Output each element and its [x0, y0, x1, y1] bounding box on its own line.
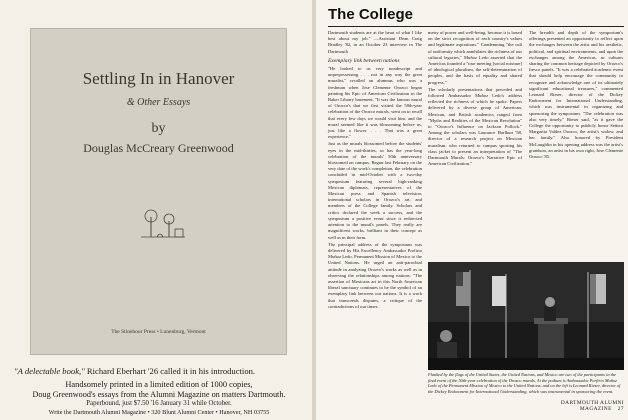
event-photo-art — [428, 262, 624, 370]
photo-caption: Flanked by the flags of the United States, the United Nations, and Mexico are two of the participants in the final event of the 50th-year celebration of the Orozco murals. At the podium is Ambassador Porfirio Muñoz Ledo of the Permanent Mission of Mexico to the United Nations, and on the left is Leonard Rieser, director of the Dickey Endowment for International Understanding, which was instrumental in sponsoring the event. — [428, 372, 621, 394]
article-paragraph: metry of power and well-being, because it is based on the strict recognition of each country's values and legitimate aspirations." Condemning "the cult of uniformity which annihilates the richness of our cultural legacies," Muñoz Ledo asserted that the Americas founded a "true meeting [social mixture] of ideological pluralism, the self-determination of peoples, and the basis of equality and shared progress." — [428, 30, 522, 85]
title-rule — [328, 26, 624, 27]
page-number: 27 — [617, 406, 624, 412]
book-by: by — [151, 121, 166, 136]
article-paragraph: The scholarly presentations that preceded and followed Ambassador Muñoz Ledo's address reflected the richness of which he spoke. Papers delivered by a diverse group of American, Mexican, and British academics ranged from "Myths and Realities of the Mexican Revolution" to "Orozco's Influence on Jackson Pollock." Among the scholars was Laurance Hurlburt '58, director of a research project on Mexican muralism, who returned to campus sporting his class jacket to present an interpretation of "The Dartmouth Murals: Orozco's Narrative Epic of American Civilization." — [428, 86, 522, 167]
article-column-1 — [328, 30, 422, 311]
quote-text: "A delectable book," — [14, 366, 85, 376]
ad-line-2: Doug Greenwood's essays from the Alumni Magazine on matters Dartmouth. — [32, 390, 286, 399]
article-paragraph: Dartmouth students are at the heart of what I like best about my job." —Assistant Dean Craig Bradley '82, in an October 23 interview in The Dartmouth — [328, 30, 422, 54]
left-page — [0, 0, 312, 420]
book-quote — [14, 366, 304, 376]
right-page — [316, 0, 628, 420]
article-paragraph: Just as the murals blossomed before the students' eyes in the mid-thirties, so has the year-long celebration of the murals' 50th anniversary blossomed on campus. Begun last February on the very date of the work's completion, the celebration concluded in mid-October with a two-day symposium featuring several high-ranking Mexican diplomats, representatives of the Mexican press and Spanish television, international scholars in Orozco's art, and members of the College family. Scholars and critics declared the week a success, and the symposium a positive event since it redirected attention to the mural's panels. They really are magnificent works, brilliant in their concept as well as in their form. — [328, 141, 422, 240]
article-paragraph: "He looked to us very nondescript and unprepossessing . . . not in any way the great muralist," recalled an alumnus who was a freshman when Jose Clemente Orozco began painting his Epic of American Civilization in the Baker Library basement. "It was the famous mural of Orozco's that we first visited the 50th-year celebration of the Orozco murals, went on to recall that every few days we would visit him, and the mural seemed like it was blossoming before us, just like a flower. . . . That was a great experience." — [328, 66, 422, 140]
section-title: The College — [328, 6, 414, 23]
book-cover — [30, 28, 287, 355]
event-photo — [428, 262, 624, 370]
cover-illustration — [139, 207, 187, 241]
article-paragraph: The principal address of the symposium was delivered by His Excellency Ambassador Porfirio Muñoz Ledo, Permanent Mission of Mexico to the United Nations. He urged an anti-parochial attitude in analyzing Orozco's works as well as in observing the relationships among nations: "The assertion of Mexicans art in this North American liberal sanctuary continues to be the symbol of an exemplary link between our nations. It is a work that transcends disputes, a critique of the contradictions of our times. — [328, 241, 422, 309]
ad-line-4: Write the Dartmouth Alumni Magazine • 320 Blunt Alumni Center • Hanover, NH 03755 — [48, 409, 270, 416]
article-column-2 — [428, 30, 522, 168]
article-paragraph: The breadth and depth of the symposium's offerings presented an opportunity to reflect upon the exchanges between the artist and his aesthetic, political, and spiritual environments, and upon the exchanges among the Americas, as cultures sharing the common heritage depicted by Orozco's fresco panels. "It was a celebrated academic event that should help encourage the community to recognize and acknowledge one of its ultimately significant educational treasures," commented Leonard Rieser, director of the Dickey Endowment for International Understanding, which was instrumental in organizing and sponsoring the symposium. "The celebration was also very timely," Rieser said, "as it gave the College the opportunity to publicly honor Señora Margarita Valdez Orozco, the artist's widow, and her family." Also honored by President McLaughlin in his opening address was the artist's grandson, an artist in his own right, Jose Clemente Orozco '85. — [529, 30, 623, 160]
book-title: Settling In in Hanover — [82, 69, 235, 88]
article-subhead: Exemplary link between nations — [328, 57, 400, 64]
ad-line-3: Paperbound, just $7.50 '16 January 31 while October. — [86, 400, 232, 407]
book-subtitle: & Other Essays — [126, 97, 191, 108]
article-column-3 — [529, 30, 623, 161]
book-publisher: The Stinehour Press • Lunenburg, Vermont — [111, 329, 206, 335]
magazine-name: DARTMOUTH ALUMNI MAGAZINE — [560, 400, 624, 412]
quote-attribution: Richard Eberhart '26 called it in his introduction. — [84, 366, 256, 376]
ad-line-1: Handsomely printed in a limited edition of 1000 copies, — [65, 380, 253, 389]
book-author: Douglas McCreary Greenwood — [83, 141, 234, 155]
page-footer — [528, 400, 624, 412]
